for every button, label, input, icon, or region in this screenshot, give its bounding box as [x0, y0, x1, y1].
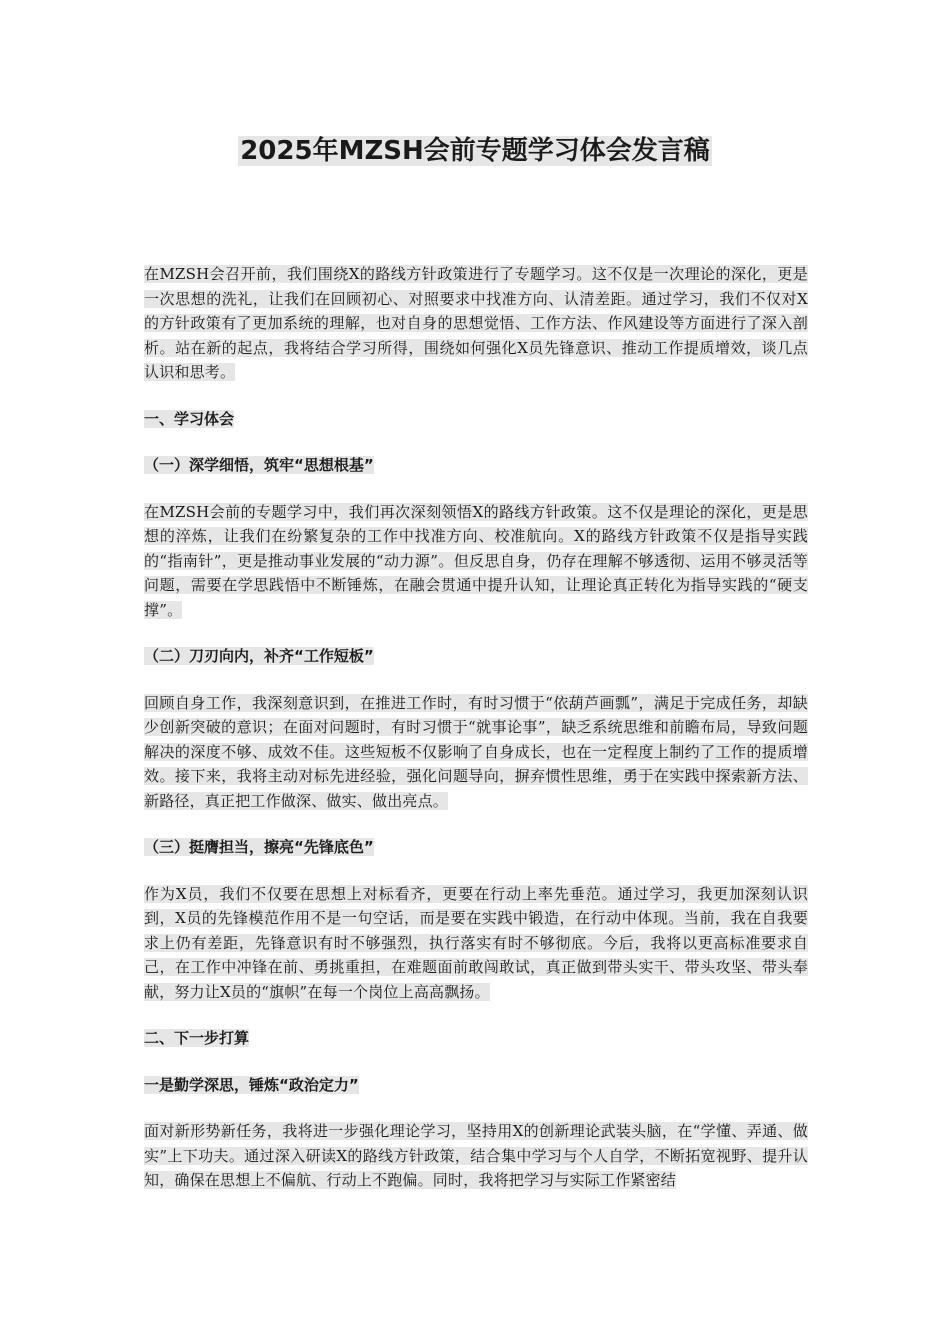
paragraph-2-1: 面对新形势新任务，我将进一步强化理论学习，坚持用X的创新理论武装头脑，在“学懂、弄通、做实”上下功夫。通过深入研读X的路线方针政策，结合集中学习与个人自学，不断拓宽视野、提升认知，确保在思想上不偏航、行动上不跑偏。同时，我将把学习与实际工作紧密结	[144, 1122, 808, 1189]
intro-paragraph: 在MZSH会召开前，我们围绕X的路线方针政策进行了专题学习。这不仅是一次理论的深化，更是一次思想的洗礼，让我们在回顾初心、对照要求中找准方向、认清差距。通过学习，我们不仅对X的方针政策有了更加系统的理解，也对自身的思想觉悟、工作方法、作风建设等方面进行了深入剖析。站在新的起点，我将结合学习所得，围绕如何强化X员先锋意识、推动工作提质增效，谈几点认识和思考。	[144, 265, 808, 381]
subsection-heading-1-3: （三）挺膺担当，擦亮“先锋底色”	[144, 838, 374, 856]
section-heading-1: 一、学习体会	[144, 409, 235, 428]
section-heading-2: 二、下一步打算	[144, 1029, 250, 1047]
paragraph-1-2: 回顾自身工作，我深刻意识到，在推进工作时，有时习惯于“依葫芦画瓢”，满足于完成任务，却缺少创新突破的意识；在面对问题时，有时习惯于“就事论事”，缺乏系统思维和前瞻布局，导致问题解决的深度不够、成效不佳。这些短板不仅影响了自身成长，也在一定程度上制约了工作的提质增效。接下来，我将主动对标先进经验，强化问题导向，摒弃惯性思维，勇于在实践中探索新方法、新路径，真正把工作做深、做实、做出亮点。	[144, 693, 808, 810]
paragraph-1-1: 在MZSH会前的专题学习中，我们再次深刻领悟X的路线方针政策。这不仅是理论的深化，更是思想的淬炼，让我们在纷繁复杂的工作中找准方向、校准航向。X的路线方针政策不仅是指导实践的“指南针”，更是推动事业发展的“动力源”。但反思自身，仍存在理解不够透彻、运用不够灵活等问题，需要在学思践悟中不断锤炼，在融会贯通中提升认知，让理论真正转化为指导实践的“硬支撑”。	[144, 502, 808, 619]
document-title-text: 2025年MZSH会前专题学习体会发言稿	[240, 136, 710, 166]
subsection-heading-1-1: （一）深学细悟，筑牢“思想根基”	[144, 456, 374, 474]
paragraph-1-3: 作为X员，我们不仅要在思想上对标看齐，更要在行动上率先垂范。通过学习，我更加深刻认识到，X员的先锋模范作用不是一句空话，而是要在实践中锻造，在行动中体现。当前，我在自我要求上仍有差距，先锋意识有时不够强烈，执行落实有时不够彻底。今后，我将以更高标准要求自己，在工作中冲锋在前、勇挑重担，在难题面前敢闯敢试，真正做到带头实干、带头攻坚、带头奉献，努力让X员的“旗帜”在每一个岗位上高高飘扬。	[144, 884, 808, 1001]
subsection-heading-2-1: 一是勤学深思，锤炼“政治定力”	[144, 1075, 359, 1094]
document-body	[144, 262, 808, 1215]
subsection-heading-1-2: （二）刀刃向内，补齐“工作短板”	[144, 647, 374, 665]
document-title	[0, 132, 950, 170]
